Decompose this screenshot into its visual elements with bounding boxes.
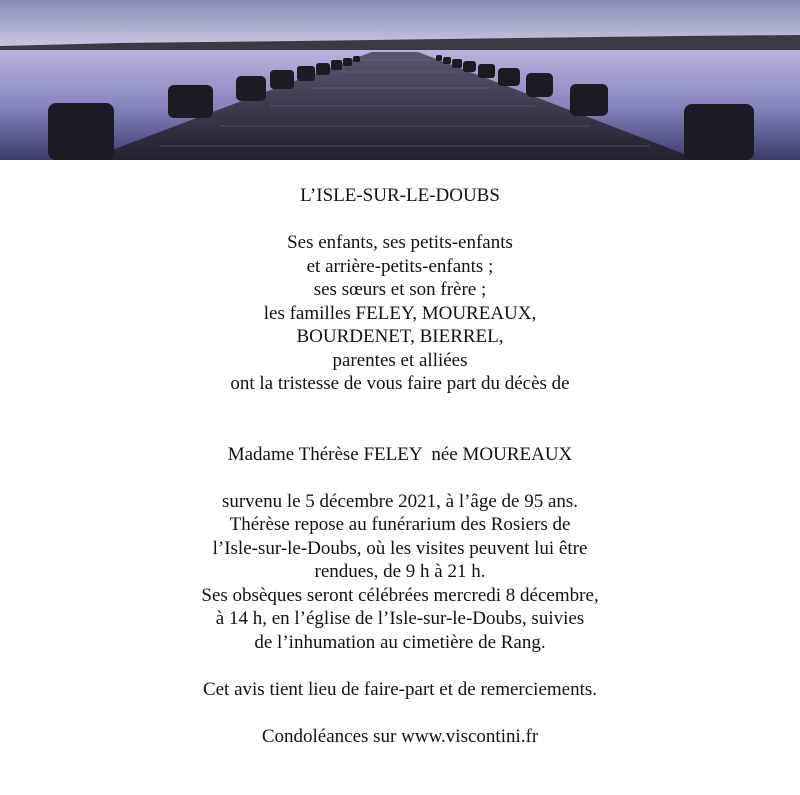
details-line: Ses obsèques seront célébrées mercredi 8 décembre, [201, 584, 599, 606]
header-banner-image [0, 0, 800, 160]
family-line: parentes et alliées [332, 349, 468, 371]
town-heading: L’ISLE-SUR-LE-DOUBS [300, 185, 500, 206]
details-line: de l’inhumation au cimetière de Rang. [254, 631, 546, 653]
deceased-name: Madame Thérèse FELEY née MOUREAUX [227, 443, 573, 465]
obituary-notice [0, 184, 800, 748]
family-line: ont la tristesse de vous faire part du décès de [230, 373, 570, 394]
details-line: à 14 h, en l’église de l’Isle-sur-le-Doubs, suivies [215, 608, 585, 629]
family-line: les familles FELEY, MOUREAUX, [263, 302, 537, 324]
family-line: et arrière-petits-enfants ; [306, 255, 494, 277]
closing-statement: Cet avis tient lieu de faire-part et de remerciements. [202, 678, 598, 700]
details-line: l’Isle-sur-le-Doubs, où les visites peuvent lui être [212, 537, 588, 559]
family-line: ses sœurs et son frère ; [313, 279, 487, 300]
family-line: Ses enfants, ses petits-enfants [287, 232, 513, 253]
family-line: BOURDENET, BIERREL, [296, 326, 504, 347]
details-line: survenu le 5 décembre 2021, à l’âge de 95 ans. [221, 490, 579, 512]
condolences-line: Condoléances sur www.viscontini.fr [261, 725, 539, 747]
details-line: Thérèse repose au funérarium des Rosiers de [229, 514, 571, 535]
details-line: rendues, de 9 h à 21 h. [314, 561, 486, 582]
